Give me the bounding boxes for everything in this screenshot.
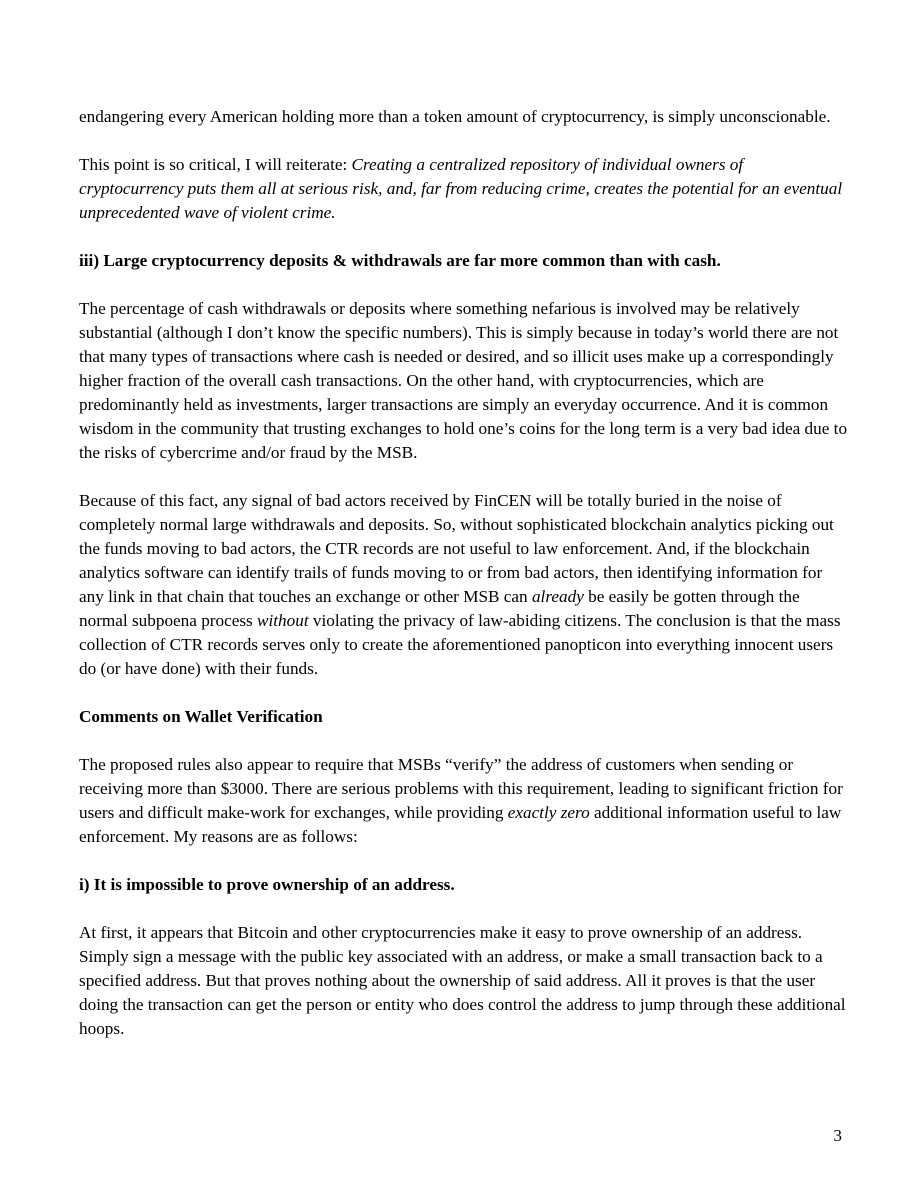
text-run: violating the privacy of law-abiding citizens. The conclusion is that the mass collection of CTR records serves only to create the aforementioned panopticon into everything innocent users do (or have done) with their funds. <box>79 611 841 678</box>
text-run: The proposed rules also appear to require that MSBs “verify” the address of customers when sending or receiving more than $3000. There are serious problems with this requirement, leading to significant friction for users and difficult make-work for exchanges, while providing <box>79 755 843 822</box>
section-heading-large-deposits <box>79 249 849 273</box>
section-heading-wallet-verification <box>79 705 849 729</box>
heading-text: iii) Large cryptocurrency deposits & withdrawals are far more common than with cash. <box>79 251 721 270</box>
paragraph-cash-withdrawals <box>79 297 849 465</box>
page-number: 3 <box>833 1126 842 1145</box>
italic-text-run: Creating a centralized repository of individual owners of cryptocurrency puts them all at serious risk, and, far from reducing crime, creates the potential for an eventual unprecedented wave of violent crime. <box>79 155 843 222</box>
paragraph-proposed-rules <box>79 753 849 849</box>
italic-text-run: without <box>257 611 309 630</box>
document-body <box>79 105 849 1065</box>
paragraph-reiterate <box>79 153 849 225</box>
text-run: be easily be gotten through the normal subpoena process <box>79 587 800 630</box>
text-run: At first, it appears that Bitcoin and other cryptocurrencies make it easy to prove ownership of an address. Simply sign a message with the public key associated with an address, or make a small transaction back to a specified address. But that proves nothing about the ownership of said address. All it proves is that the user doing the transaction can get the person or entity who does control the address to jump through these additional hoops. <box>79 923 846 1038</box>
paragraph-address-ownership <box>79 921 849 1041</box>
text-run: endangering every American holding more than a token amount of cryptocurrency, is simply unconscionable. <box>79 107 831 126</box>
heading-text: Comments on Wallet Verification <box>79 707 323 726</box>
text-run: Because of this fact, any signal of bad actors received by FinCEN will be totally buried in the noise of completely normal large withdrawals and deposits. So, without sophisticated blockchain analytics picking out the funds moving to bad actors, the CTR records are not useful to law enforcement. And, if the blockchain analytics software can identify trails of funds moving to or from bad actors, then identifying information for any link in that chain that touches an exchange or other MSB can <box>79 491 834 606</box>
italic-text-run: exactly zero <box>507 803 590 822</box>
paragraph-fincen-signal <box>79 489 849 681</box>
section-heading-prove-ownership <box>79 873 849 897</box>
paragraph-conclusion-unconscionable <box>79 105 849 129</box>
italic-text-run: already <box>531 587 584 606</box>
text-run: additional information useful to law enforcement. My reasons are as follows: <box>79 803 842 846</box>
text-run: The percentage of cash withdrawals or deposits where something nefarious is involved may be relatively substantial (although I don’t know the specific numbers). This is simply because in today’s world there are not that many types of transactions where cash is needed or desired, and so illicit uses make up a correspondingly higher fraction of the overall cash transactions. On the other hand, with cryptocurrencies, which are predominantly held as investments, larger transactions are simply an everyday occurrence. And it is common wisdom in the community that trusting exchanges to hold one’s coins for the long term is a very bad idea due to the risks of cybercrime and/or fraud by the MSB. <box>79 299 848 462</box>
heading-text: i) It is impossible to prove ownership of an address. <box>79 875 455 894</box>
text-run: This point is so critical, I will reiterate: <box>79 155 352 174</box>
